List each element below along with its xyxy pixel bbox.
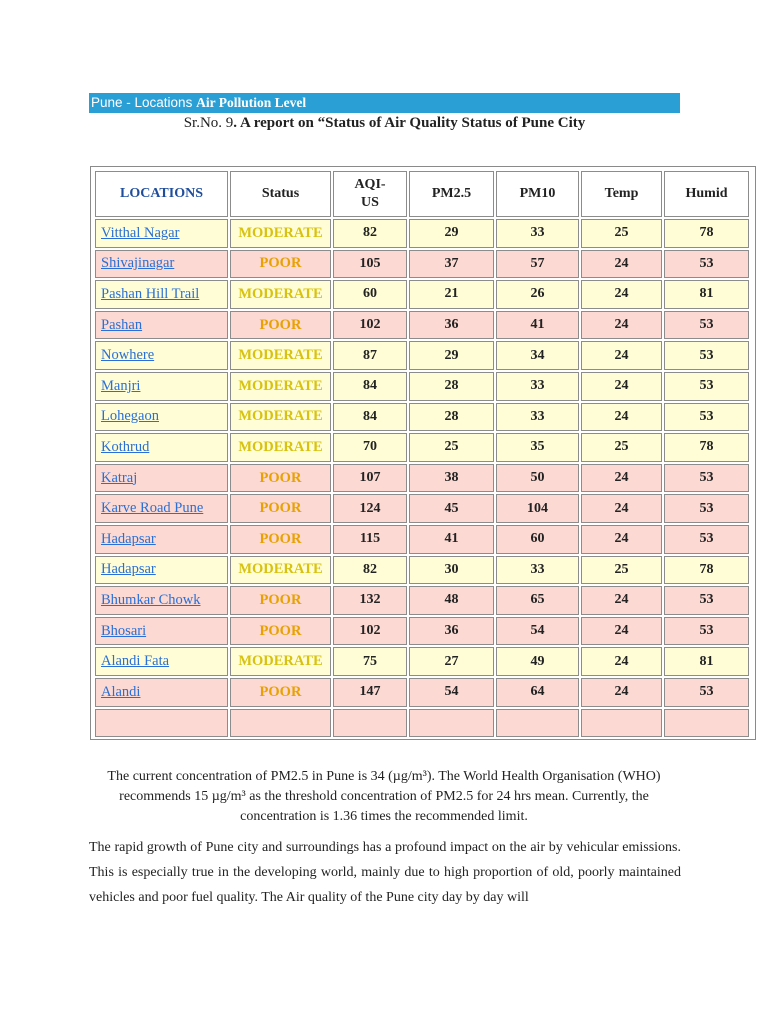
temp-cell: 25	[581, 433, 662, 462]
humid-cell: 53	[664, 464, 749, 493]
location-link[interactable]: Pashan	[95, 311, 228, 340]
table-row	[95, 250, 749, 279]
status-cell: MODERATE	[230, 219, 331, 248]
temp-cell: 24	[581, 525, 662, 554]
temp-cell: 24	[581, 494, 662, 523]
status-cell: POOR	[230, 464, 331, 493]
temp-cell: 24	[581, 280, 662, 309]
temp-cell: 24	[581, 464, 662, 493]
aqi-cell: 107	[333, 464, 407, 493]
pm10-cell: 65	[496, 586, 579, 615]
temp-cell: 24	[581, 311, 662, 340]
aqi-cell: 115	[333, 525, 407, 554]
col-header-locations: LOCATIONS	[95, 171, 228, 217]
col-header-status: Status	[230, 171, 331, 217]
empty-cell	[95, 709, 228, 738]
table-row	[95, 494, 749, 523]
empty-cell	[333, 709, 407, 738]
pm25-cell: 54	[409, 678, 494, 707]
pm25-cell: 28	[409, 372, 494, 401]
temp-cell: 24	[581, 678, 662, 707]
status-cell: MODERATE	[230, 556, 331, 585]
col-header-temp: Temp	[581, 171, 662, 217]
table-row	[95, 280, 749, 309]
aqi-cell: 102	[333, 311, 407, 340]
humid-cell: 78	[664, 219, 749, 248]
pm10-cell: 33	[496, 403, 579, 432]
pm10-cell: 26	[496, 280, 579, 309]
temp-cell: 24	[581, 250, 662, 279]
pm25-cell: 48	[409, 586, 494, 615]
temp-cell: 24	[581, 403, 662, 432]
temp-cell: 24	[581, 586, 662, 615]
humid-cell: 81	[664, 280, 749, 309]
humid-cell: 53	[664, 678, 749, 707]
location-link[interactable]: Pashan Hill Trail	[95, 280, 228, 309]
location-link[interactable]: Vitthal Nagar	[95, 219, 228, 248]
concentration-note: The current concentration of PM2.5 in Pune is 34 (µg/m³). The World Health Organisation (WHO) recommends 15 µg/m³ as the threshold concentration of PM2.5 for 24 hrs mean. Currently, the concentration is 1.36 times the recommended limit.	[107, 769, 661, 824]
temp-cell: 25	[581, 556, 662, 585]
empty-cell	[581, 709, 662, 738]
pm25-cell: 38	[409, 464, 494, 493]
status-cell: MODERATE	[230, 433, 331, 462]
pm25-cell: 37	[409, 250, 494, 279]
pm25-cell: 29	[409, 219, 494, 248]
table-row	[95, 372, 749, 401]
status-cell: MODERATE	[230, 403, 331, 432]
pm10-cell: 54	[496, 617, 579, 646]
pm25-cell: 21	[409, 280, 494, 309]
aqi-cell: 102	[333, 617, 407, 646]
aqi-cell: 147	[333, 678, 407, 707]
humid-cell: 53	[664, 494, 749, 523]
temp-cell: 24	[581, 341, 662, 370]
humid-cell: 81	[664, 647, 749, 676]
table-body	[95, 219, 749, 737]
pm10-cell: 60	[496, 525, 579, 554]
location-link[interactable]: Bhumkar Chowk	[95, 586, 228, 615]
table-row	[95, 341, 749, 370]
pm10-cell: 33	[496, 372, 579, 401]
pm25-cell: 30	[409, 556, 494, 585]
section-banner	[89, 93, 680, 113]
empty-table-row	[95, 709, 749, 738]
status-cell: POOR	[230, 525, 331, 554]
table-row	[95, 647, 749, 676]
table-row	[95, 556, 749, 585]
aqi-cell: 70	[333, 433, 407, 462]
pm10-cell: 33	[496, 219, 579, 248]
humid-cell: 53	[664, 403, 749, 432]
col-header-aqi-label: AQI-US	[354, 177, 386, 210]
location-link[interactable]: Kothrud	[95, 433, 228, 462]
pm10-cell: 64	[496, 678, 579, 707]
location-link[interactable]: Hadapsar	[95, 525, 228, 554]
status-cell: POOR	[230, 678, 331, 707]
pm25-cell: 41	[409, 525, 494, 554]
air-quality-table	[93, 169, 751, 739]
aqi-cell: 82	[333, 556, 407, 585]
pm10-cell: 104	[496, 494, 579, 523]
table-row	[95, 586, 749, 615]
status-cell: POOR	[230, 586, 331, 615]
pm10-cell: 50	[496, 464, 579, 493]
humid-cell: 53	[664, 341, 749, 370]
table-row	[95, 525, 749, 554]
table-row	[95, 219, 749, 248]
location-link[interactable]: Hadapsar	[95, 556, 228, 585]
status-cell: POOR	[230, 250, 331, 279]
aqi-cell: 87	[333, 341, 407, 370]
status-cell: MODERATE	[230, 647, 331, 676]
location-link[interactable]: Lohegaon	[95, 403, 228, 432]
location-link[interactable]: Katraj	[95, 464, 228, 493]
humid-cell: 53	[664, 525, 749, 554]
location-link[interactable]: Shivajinagar	[95, 250, 228, 279]
pm25-cell: 28	[409, 403, 494, 432]
aqi-cell: 124	[333, 494, 407, 523]
body-paragraph: The rapid growth of Pune city and surroundings has a profound impact on the air by vehicular emissions. This is especially true in the developing world, mainly due to high proportion of old, poorly maintained vehicles and poor fuel quality. The Air quality of the Pune city day by day will	[89, 840, 681, 905]
humid-cell: 78	[664, 433, 749, 462]
report-title: . A report on “Status of Air Quality Status of Pune City	[233, 115, 586, 131]
temp-cell: 24	[581, 617, 662, 646]
pm25-cell: 29	[409, 341, 494, 370]
temp-cell: 25	[581, 219, 662, 248]
aqi-cell: 75	[333, 647, 407, 676]
pm25-cell: 27	[409, 647, 494, 676]
empty-cell	[496, 709, 579, 738]
banner-title-part1: Pune - Locations	[91, 95, 197, 110]
pm10-cell: 33	[496, 556, 579, 585]
status-cell: POOR	[230, 311, 331, 340]
sr-number: Sr.No. 9	[183, 115, 234, 131]
location-link[interactable]: Nowhere	[95, 341, 228, 370]
aqi-cell: 82	[333, 219, 407, 248]
humid-cell: 53	[664, 372, 749, 401]
aqi-cell: 84	[333, 372, 407, 401]
location-link[interactable]: Bhosari	[95, 617, 228, 646]
pm10-cell: 41	[496, 311, 579, 340]
table-row	[95, 464, 749, 493]
pm10-cell: 35	[496, 433, 579, 462]
status-cell: MODERATE	[230, 341, 331, 370]
humid-cell: 53	[664, 617, 749, 646]
table-header-row	[95, 171, 749, 217]
table-row	[95, 403, 749, 432]
humid-cell: 53	[664, 586, 749, 615]
pm10-cell: 49	[496, 647, 579, 676]
pm25-cell: 25	[409, 433, 494, 462]
empty-cell	[409, 709, 494, 738]
report-subtitle	[89, 115, 680, 132]
empty-cell	[230, 709, 331, 738]
col-header-aqi	[333, 171, 407, 217]
aqi-cell: 60	[333, 280, 407, 309]
temp-cell: 24	[581, 372, 662, 401]
col-header-humid: Humid	[664, 171, 749, 217]
col-header-pm10: PM10	[496, 171, 579, 217]
aqi-cell: 105	[333, 250, 407, 279]
status-cell: POOR	[230, 617, 331, 646]
table-row	[95, 311, 749, 340]
temp-cell: 24	[581, 647, 662, 676]
pm25-cell: 36	[409, 311, 494, 340]
pm25-cell: 45	[409, 494, 494, 523]
col-header-pm25: PM2.5	[409, 171, 494, 217]
aqi-cell: 132	[333, 586, 407, 615]
status-cell: POOR	[230, 494, 331, 523]
location-link[interactable]: Manjri	[95, 372, 228, 401]
pm10-cell: 34	[496, 341, 579, 370]
table-row	[95, 433, 749, 462]
status-cell: MODERATE	[230, 372, 331, 401]
air-quality-table-frame	[90, 166, 756, 740]
empty-cell	[664, 709, 749, 738]
table-row	[95, 678, 749, 707]
location-link[interactable]: Alandi Fata	[95, 647, 228, 676]
banner-title-part2: Air Pollution Level	[196, 95, 307, 110]
aqi-cell: 84	[333, 403, 407, 432]
pm10-cell: 57	[496, 250, 579, 279]
status-cell: MODERATE	[230, 280, 331, 309]
pm25-cell: 36	[409, 617, 494, 646]
table-row	[95, 617, 749, 646]
location-link[interactable]: Karve Road Pune	[95, 494, 228, 523]
humid-cell: 53	[664, 311, 749, 340]
location-link[interactable]: Alandi	[95, 678, 228, 707]
humid-cell: 53	[664, 250, 749, 279]
humid-cell: 78	[664, 556, 749, 585]
